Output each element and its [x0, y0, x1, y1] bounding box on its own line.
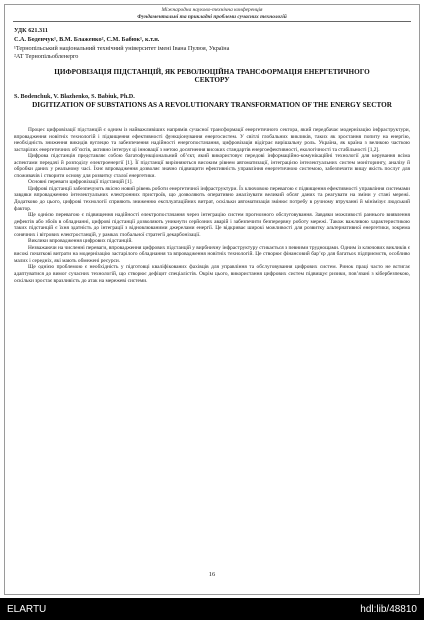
title-ua: ЦИФРОВІЗАЦІЯ ПІДСТАНЦІЙ, ЯК РЕВОЛЮЦІЙНА ТРАНСФОРМАЦІЯ ЕНЕРГЕТИЧНОГО СЕКТОРУ — [54, 68, 370, 85]
paragraph: Ще однією проблемою є необхідність у підготовці кваліфікованих фахівців для управління та обслуговування цифрових систем. Ринок праці часто не встигає адаптуватися до вимог сучасних технологій, що створює дефіцит спеціалістів. Окрім цього, використання цифрових систем підвищує ризики, пов’язані з кібербезпекою, оскільки зростає вразливість до атак на мережеві системи. — [14, 264, 410, 284]
affiliation-2: ²АТ Тернопільобленерго — [14, 53, 79, 60]
repository-footer — [0, 598, 424, 620]
paragraph: Ще однією перевагою є підвищення надійності електропостачання через інтеграцію систем прогнозного обслуговування. Завдяки можливості раннього виявлення дефектів або збоїв в обладнанні, цифрові підстанції дозволяють уникнути серйозних аварій і забезпечити безперервну роботу мережі. Також важливою характеристикою таких підстанцій є їхня здатність до інтеграції з відновлюваними джерелами енергії. Це відкриває широкі можливості для розвитку альтернативної енергетики, зокрема сонячних і вітрових електростанцій, у рамках глобальної стратегії декарбонізації. — [14, 212, 410, 238]
authors-ua: С.А. Боденчук¹, В.М. Блаженко², С.М. Бабюк¹, к.т.н. — [14, 36, 160, 43]
authors-en: S. Bodenchuk, V. Blazhenko, S. Babiuk, Ph.D. — [14, 93, 135, 100]
udk-code: УДК 621.311 — [14, 27, 48, 34]
running-header — [5, 7, 419, 20]
paragraph: Незважаючи на численні переваги, впровадження цифрових підстанцій у вирбничну інфраструктуру стикається з певними труднощами. Одним із ключових викликів є високі початкові витрати на модернізацію застарілого обладнання та впровадження новітніх технологій. Це створює фінансовий бар’єр для багатьох підприємств, особливо малих і середніх, які мають обмежені ресурси. — [14, 244, 410, 264]
header-series: Фундаментальні та прикладні проблеми сучасних технологій — [137, 13, 287, 20]
footer-repository-name: ELARTU — [7, 604, 47, 615]
paragraph: Процес цифровізації підстанцій є одним із найважливіших напрямів сучасної трансформації енергетичного сектора, який передбачає модернізацію інфраструктури, впровадження новітніх технологій і підвищення ефективності функціонування енергосистем. У світлі глобальних викликів, таких як зростання попиту на енергію, необхідність зниження викидів вуглецю та забезпечення надійності енергопостачання, цифровізація відіграє вирішальну роль. Україна, як країна з великою часткою застарілих енергетичних об’єктів, активно інтегрує ці інновації з метою досягнення високих стандартів енергоефективності, екологічності та стабільності [1,2]. — [14, 127, 410, 153]
footer-handle[interactable]: hdl:lib/48810 — [360, 604, 417, 615]
paragraph: Цифрова підстанція представляє собою багатофункціональний об’єкт, який використовує передові інформаційно-комунікаційні технології для керування всіма аспектами передачі й розподілу електроенергії [1]. Її підстанції вирізняються високим рівнем автоматизації, інтеграцією інтелектуальних систем моніторингу, аналізу й обробки даних у реальному часі. Їхнє впровадження дозволяє значно підвищити ефективність управління енергетичною системою, забезпечити вищу якість послуг для споживачів і створити основу для розвитку сталої енергетики. — [14, 153, 410, 179]
header-conference: Міжнародна науково-технічна конференція — [161, 7, 263, 13]
document-page — [4, 4, 420, 595]
title-en: DIGITIZATION OF SUBSTATIONS AS A REVOLUTIONARY TRANSFORMATION OF THE ENERGY SECTOR — [32, 101, 392, 109]
article-body — [14, 127, 410, 284]
paragraph: Цифрові підстанції забезпечують якісно новий рівень роботи енергетичної інфраструктури. Їх ключовою перевагою є підвищення ефективності управління системами завдяки впровадженню інтелектуальних електронних пристроїв, що дозволяють оперативно аналізувати великий обсяг даних та реагувати на зміни у стані мережі. Додатково до цього, цифрові технології сприяють зниженню експлуатаційних витрат, оскільки автоматизація змінює потребу в ручному втручанні й мінімізує людський фактор. — [14, 185, 410, 212]
paragraph: Основні переваги цифровізації підстанцій [1]. — [28, 179, 133, 186]
header-rule — [13, 21, 411, 22]
page-number: 16 — [208, 571, 216, 578]
paragraph: Виклики впровадження цифрових підстанцій. — [28, 238, 133, 245]
affiliation-1: ¹Тернопільський національний технічний університет імені Івана Пулюя, Україна — [14, 45, 230, 52]
